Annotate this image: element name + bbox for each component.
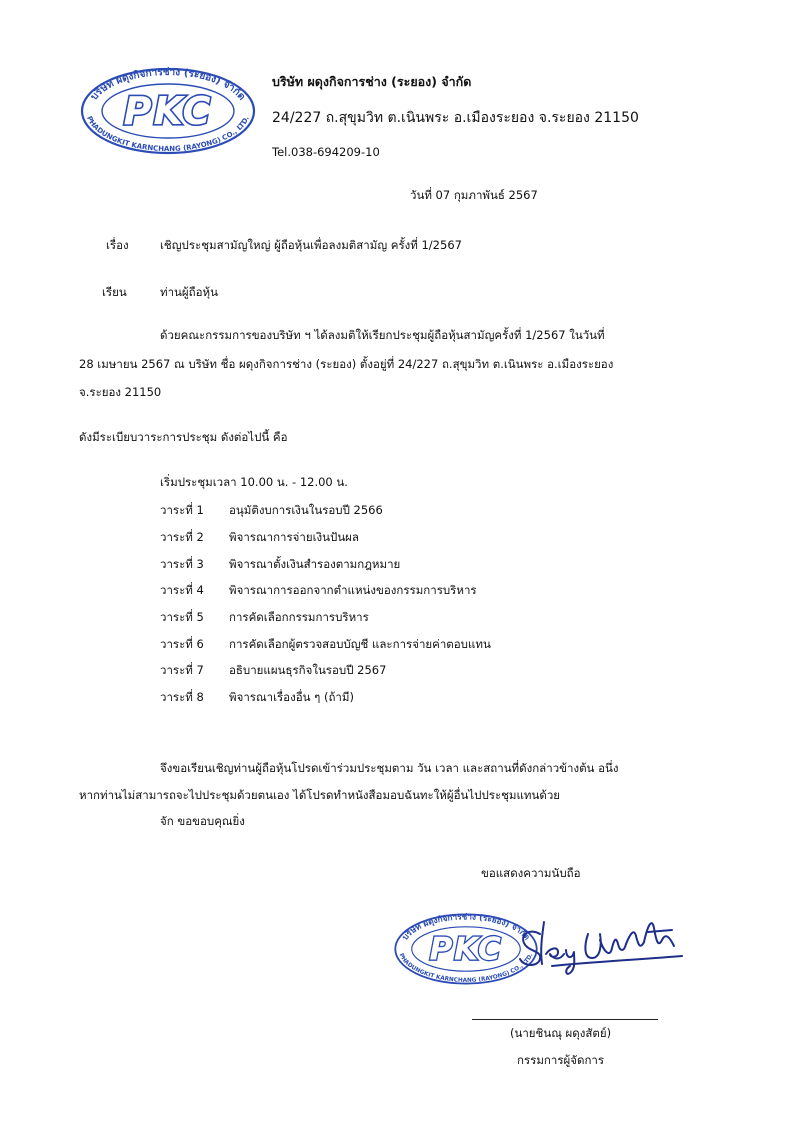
agenda-text-5: การคัดเลือกกรรมการบริหาร (229, 610, 369, 624)
subject-label: เรื่อง (106, 238, 129, 252)
closing-line3: จัก ขอขอบคุณยิ่ง (160, 814, 245, 828)
logo-ring-text: บริษัท ผดุงกิจการช่าง (ระยอง) จำกัด (88, 66, 248, 103)
stamp-letters: PKC (429, 931, 503, 968)
subject-text: เชิญประชุมสามัญใหญ่ ผู้ถือหุ้นเพื่อลงมติสามัญ ครั้งที่ 1/2567 (160, 238, 462, 252)
logo-ring-text-en: PHADUNGKIT KARNCHANG (RAYONG) CO., LTD. (85, 114, 251, 154)
agenda-label-1: วาระที่ 1 (160, 503, 204, 517)
regards: ขอแสดงความนับถือ (481, 866, 581, 880)
company-name: บริษัท ผดุงกิจการช่าง (ระยอง) จำกัด (272, 74, 472, 89)
agenda-text-7: อธิบายแผนธุรกิจในรอบปี 2567 (229, 663, 387, 677)
company-logo-header (78, 66, 258, 156)
agenda-text-3: พิจารณาตั้งเงินสำรองตามกฎหมาย (229, 557, 401, 571)
logo-letters: PKC (123, 89, 213, 133)
signer-title: กรรมการผู้จัดการ (517, 1053, 605, 1067)
letter-date: วันที่ 07 กุมภาพันธ์ 2567 (410, 188, 538, 202)
agenda-label-5: วาระที่ 5 (160, 610, 204, 624)
stamp-ring-text: บริษัท ผดุงกิจการช่าง (ระยอง) จำกัด (399, 912, 533, 942)
agenda-text-4: พิจารณาการออกจากตำแหน่งของกรรมการบริหาร (229, 583, 477, 597)
closing-line2: หากท่านไม่สามารถจะไปประชุมด้วยตนเอง ได้โปรดทำหนังสือมอบฉันทะให้ผู้อื่นไปประชุมแทนด้วย (79, 788, 561, 802)
agenda-text-1: อนุมัติงบการเงินในรอบปี 2566 (229, 503, 383, 517)
agenda-label-7: วาระที่ 7 (160, 663, 204, 677)
closing-line1: จึงขอเรียนเชิญท่านผู้ถือหุ้นโปรดเข้าร่วมประชุมตาม วัน เวลา และสถานที่ดังกล่าวข้างต้น อนึ่ง (160, 761, 619, 775)
agenda-label-8: วาระที่ 8 (160, 690, 204, 704)
to-label: เรียน (102, 285, 127, 299)
para1-line2: 28 เมษายน 2567 ณ บริษัท ชื่อ ผดุงกิจการช่าง (ระยอง) ตั้งอยู่ที่ 24/227 ถ.สุขุมวิท ต.เนินพระ อ.เมืองระยอง (79, 357, 614, 371)
agenda-intro: ดังมีระเบียบวาระการประชุม ดังต่อไปนี้ คือ (79, 430, 288, 444)
para1-line1: ด้วยคณะกรรมการของบริษัท ฯ ได้ลงมติให้เรียกประชุมผู้ถือหุ้นสามัญครั้งที่ 1/2567 ในวันที่ (160, 328, 605, 342)
meeting-time: เริ่มประชุมเวลา 10.00 น. - 12.00 น. (160, 475, 348, 489)
company-tel: Tel.038-694209-10 (272, 145, 380, 159)
agenda-text-6: การคัดเลือกผู้ตรวจสอบบัญชี และการจ่ายค่าตอบแทน (229, 637, 491, 651)
stamp-ring-text-en: PHADUNGKIT KARNCHANG (RAYONG) CO., LTD. (397, 952, 535, 984)
agenda-label-6: วาระที่ 6 (160, 637, 204, 651)
agenda-text-2: พิจารณาการจ่ายเงินปันผล (229, 530, 359, 544)
to-text: ท่านผู้ถือหุ้น (160, 285, 218, 299)
agenda-label-2: วาระที่ 2 (160, 530, 204, 544)
para1-line3: จ.ระยอง 21150 (79, 385, 162, 399)
agenda-text-8: พิจารณาเรื่องอื่น ๆ (ถ้ามี) (229, 690, 354, 704)
signature-line (472, 1019, 658, 1020)
company-address: 24/227 ถ.สุขุมวิท ต.เนินพระ อ.เมืองระยอง จ.ระยอง 21150 (272, 110, 639, 126)
signer-name: (นายชินณุ ผดุงสัตย์) (510, 1026, 612, 1040)
agenda-label-4: วาระที่ 4 (160, 583, 204, 597)
signature (512, 910, 690, 976)
agenda-label-3: วาระที่ 3 (160, 557, 204, 571)
